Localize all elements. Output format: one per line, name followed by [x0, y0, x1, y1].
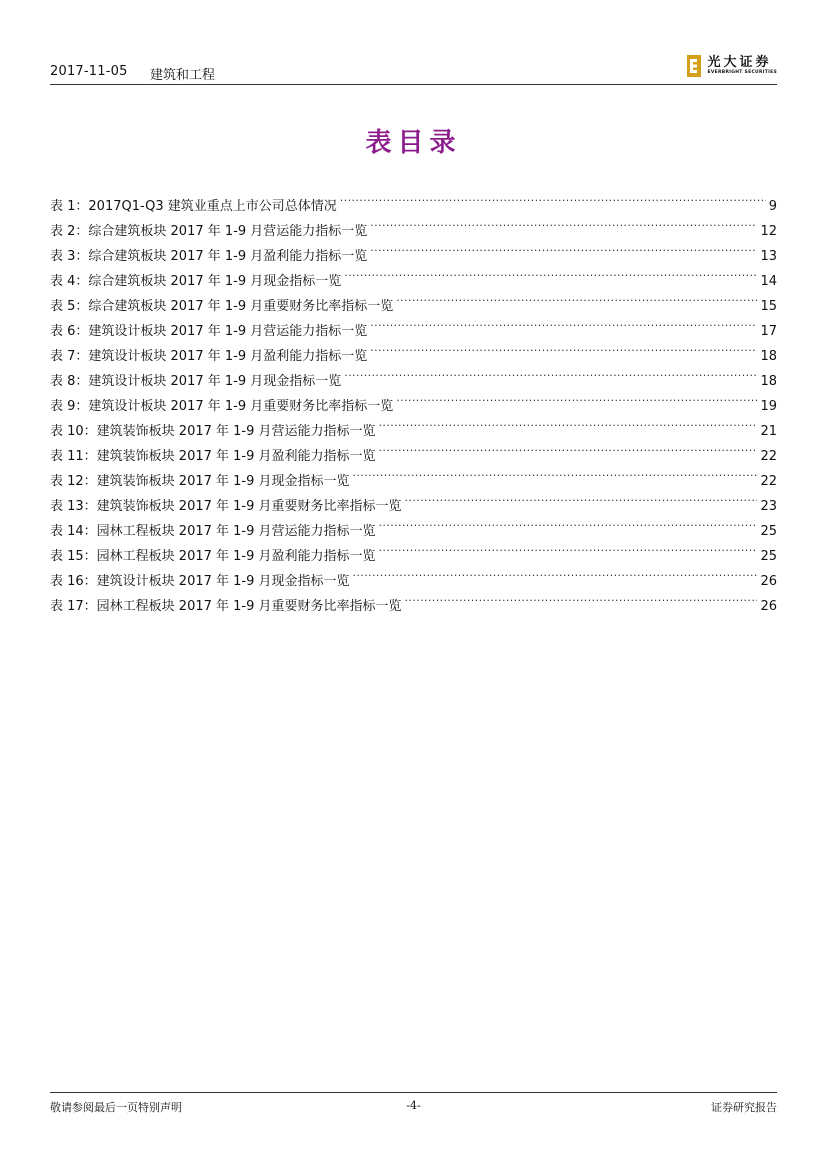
- toc-entry[interactable]: [50, 185, 777, 214]
- report-type: 证券研究报告: [711, 1101, 777, 1114]
- logo-mark-icon: [687, 55, 701, 77]
- toc-entry-page: 14: [760, 274, 777, 289]
- toc-dot-leader: [370, 235, 757, 260]
- toc-entry-page: 22: [760, 449, 777, 464]
- logo-chinese-name: 光大证券: [707, 55, 772, 70]
- toc-entry-label: 表 17：园林工程板块 2017 年 1-9 月重要财务比率指标一览: [50, 599, 402, 614]
- toc-entry-page: 9: [768, 199, 777, 214]
- toc-entry-label: 表 5：综合建筑板块 2017 年 1-9 月重要财务比率指标一览: [50, 299, 394, 314]
- toc-dot-leader: [396, 385, 757, 410]
- company-logo: [687, 52, 777, 80]
- toc-entry-label: 表 13：建筑装饰板块 2017 年 1-9 月重要财务比率指标一览: [50, 499, 402, 514]
- toc-dot-leader: [344, 360, 757, 385]
- table-of-contents: [50, 185, 777, 614]
- toc-entry-label: 表 8：建筑设计板块 2017 年 1-9 月现金指标一览: [50, 374, 342, 389]
- toc-dot-leader: [370, 335, 757, 360]
- toc-entry-page: 13: [760, 249, 777, 264]
- toc-dot-leader: [405, 485, 758, 510]
- toc-dot-leader: [379, 435, 758, 460]
- toc-entry-page: 25: [760, 549, 777, 564]
- toc-entry-label: 表 16：建筑设计板块 2017 年 1-9 月现金指标一览: [50, 574, 350, 589]
- toc-entry-label: 表 10：建筑装饰板块 2017 年 1-9 月营运能力指标一览: [50, 424, 376, 439]
- report-sector: 建筑和工程: [150, 68, 216, 83]
- toc-entry-page: 19: [760, 399, 777, 414]
- toc-entry-page: 21: [760, 424, 777, 439]
- page-number: -4-: [406, 1099, 421, 1112]
- toc-dot-leader: [353, 460, 758, 485]
- toc-dot-leader: [340, 185, 766, 210]
- toc-entry-label: 表 2：综合建筑板块 2017 年 1-9 月营运能力指标一览: [50, 224, 368, 239]
- toc-entry-page: 22: [760, 474, 777, 489]
- toc-dot-leader: [379, 510, 758, 535]
- disclaimer-note: 敬请参阅最后一页特别声明: [50, 1101, 182, 1114]
- toc-entry-label: 表 9：建筑设计板块 2017 年 1-9 月重要财务比率指标一览: [50, 399, 394, 414]
- toc-entry-label: 表 14：园林工程板块 2017 年 1-9 月营运能力指标一览: [50, 524, 376, 539]
- toc-entry-page: 18: [760, 349, 777, 364]
- toc-entry-page: 12: [760, 224, 777, 239]
- toc-entry-page: 17: [760, 324, 777, 339]
- page-header: [50, 55, 777, 85]
- toc-entry-label: 表 3：综合建筑板块 2017 年 1-9 月盈利能力指标一览: [50, 249, 368, 264]
- toc-entry-page: 26: [760, 574, 777, 589]
- toc-dot-leader: [396, 285, 757, 310]
- toc-entry-label: 表 4：综合建筑板块 2017 年 1-9 月现金指标一览: [50, 274, 342, 289]
- toc-dot-leader: [370, 310, 757, 335]
- toc-entry-page: 15: [760, 299, 777, 314]
- report-date: 2017-11-05: [50, 64, 128, 79]
- toc-entry-label: 表 15：园林工程板块 2017 年 1-9 月盈利能力指标一览: [50, 549, 376, 564]
- toc-dot-leader: [405, 585, 758, 610]
- toc-dot-leader: [353, 560, 758, 585]
- toc-entry-label: 表 1：2017Q1-Q3 建筑业重点上市公司总体情况: [50, 199, 337, 214]
- toc-entry-label: 表 12：建筑装饰板块 2017 年 1-9 月现金指标一览: [50, 474, 350, 489]
- page-title: 表目录: [365, 128, 462, 158]
- toc-dot-leader: [379, 535, 758, 560]
- toc-dot-leader: [344, 260, 757, 285]
- toc-entry-page: 18: [760, 374, 777, 389]
- toc-entry-page: 25: [760, 524, 777, 539]
- toc-entry-label: 表 7：建筑设计板块 2017 年 1-9 月盈利能力指标一览: [50, 349, 368, 364]
- toc-dot-leader: [370, 210, 757, 235]
- toc-entry-page: 26: [760, 599, 777, 614]
- toc-entry-page: 23: [760, 499, 777, 514]
- page-footer: [50, 1092, 777, 1117]
- toc-entry-label: 表 6：建筑设计板块 2017 年 1-9 月营运能力指标一览: [50, 324, 368, 339]
- logo-english-name: EVERBRIGHT SECURITIES: [707, 70, 777, 75]
- toc-dot-leader: [379, 410, 758, 435]
- toc-entry-label: 表 11：建筑装饰板块 2017 年 1-9 月盈利能力指标一览: [50, 449, 376, 464]
